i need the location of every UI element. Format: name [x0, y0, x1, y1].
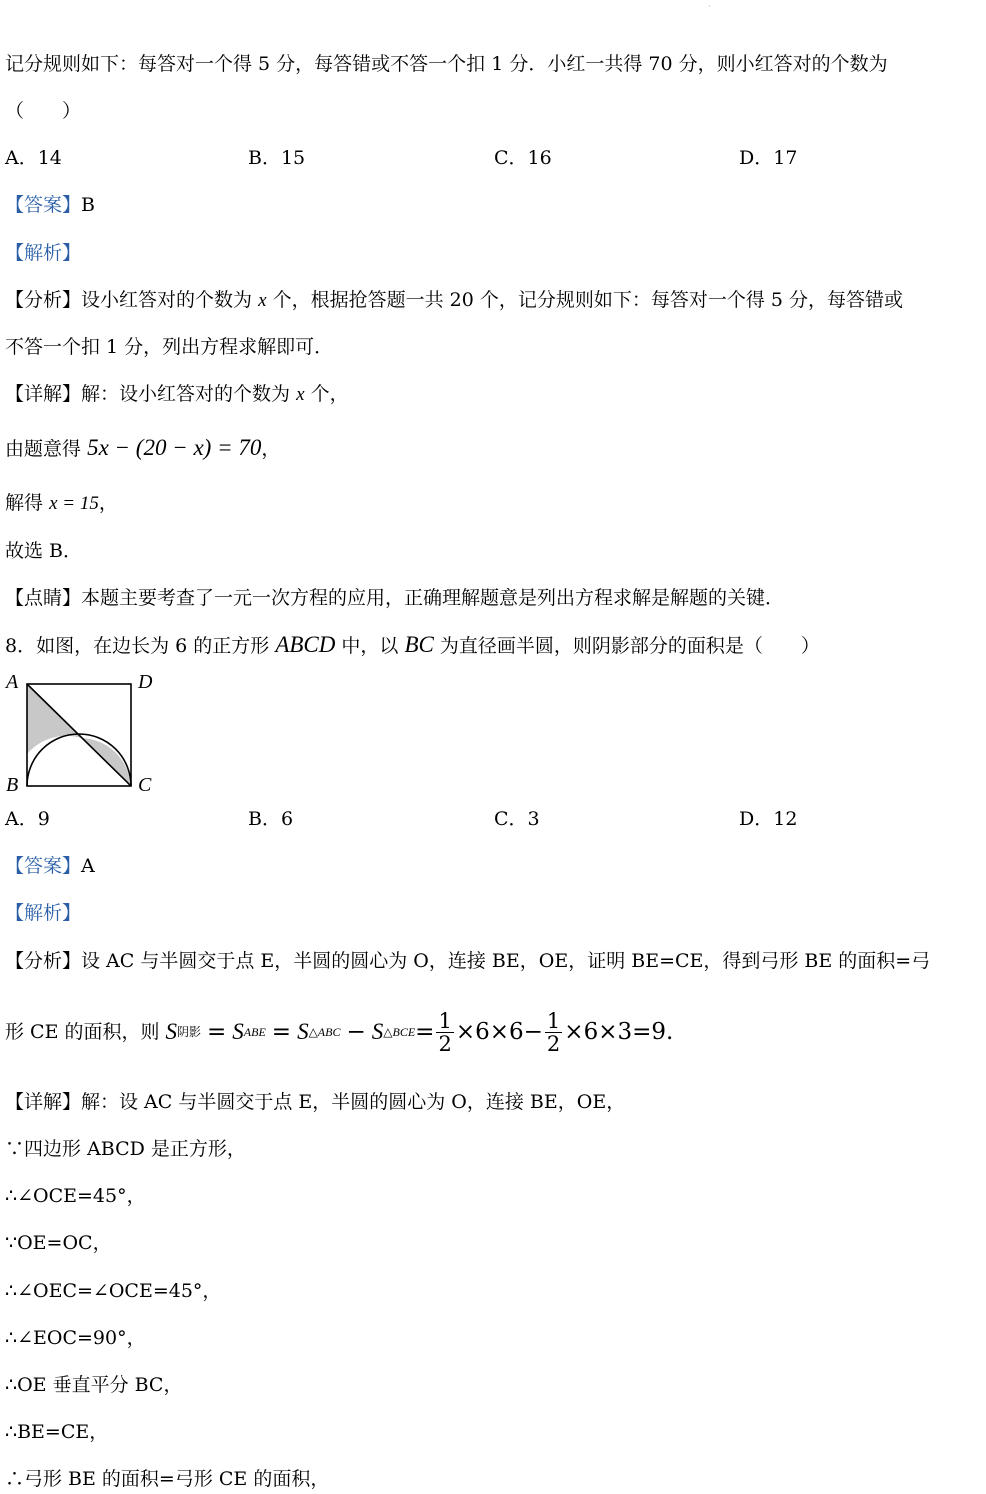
mid1: ×6×6− — [455, 1019, 543, 1045]
q8-option-a: A．9 — [5, 808, 50, 830]
answer-tag: 【答案】 — [5, 194, 82, 216]
s-abc: S — [297, 1019, 309, 1044]
shaded-region-top — [27, 684, 81, 754]
frac-num: 1 — [546, 1008, 561, 1033]
eq-end: ， — [261, 438, 281, 460]
formula-end: . — [666, 1019, 674, 1045]
fenxi-text: 设 AC 与半圆交于点 E，半圆的圆心为 O，连接 BE，OE，证明 BE=CE，得到弓形 BE 的面积=弓 — [81, 950, 931, 972]
q8-detail-line — [5, 1090, 625, 1114]
answer-tag: 【答案】 — [5, 855, 82, 877]
eq2: = — [271, 1019, 292, 1045]
q7-option-a: A．14 — [5, 147, 62, 169]
label-b: B — [6, 774, 19, 796]
q8-stem — [5, 633, 820, 658]
label-c: C — [138, 774, 152, 796]
q7-option-b: B．15 — [248, 147, 306, 169]
solution: x = 15 — [49, 493, 99, 514]
s-bce: S — [371, 1019, 384, 1044]
q7-choose-line: 故选 B． — [5, 540, 83, 562]
q8-figure — [0, 668, 170, 798]
frac-den: 2 — [438, 1031, 452, 1056]
s-abe: S — [232, 1019, 244, 1044]
fraction-half-2 — [545, 1010, 562, 1055]
detail-text: 解：设 AC 与半圆交于点 E，半圆的圆心为 O，连接 BE，OE， — [81, 1091, 626, 1113]
q7-option-c: C．16 — [494, 147, 552, 169]
q8-stem-text: 8．如图，在边长为 6 的正方形 — [5, 635, 270, 657]
q8-analysis-tag: 【解析】 — [5, 902, 82, 924]
q8-step-3: ∵OE=OC， — [5, 1232, 112, 1254]
fenxi-text-2: 形 CE 的面积，则 — [5, 1021, 160, 1043]
answer-value: A — [81, 855, 95, 877]
fenxi-text-2: 个，根据抢答题一共 20 个，记分规则如下：每答对一个得 5 分，每答错或 — [272, 289, 903, 311]
detail-tag: 【详解】 — [5, 1091, 82, 1113]
q7-detail-line — [5, 382, 349, 407]
s-shade: S — [165, 1019, 177, 1044]
q8-step-4: ∴∠OEC=∠OCE=45°， — [5, 1280, 222, 1302]
page-dot: · — [708, 2, 711, 11]
eq3: = — [415, 1019, 435, 1045]
q8-square-name: ABCD — [275, 632, 336, 657]
q8-step-6: ∴OE 垂直平分 BC， — [5, 1374, 183, 1396]
q8-step-5: ∴∠EOC=90°， — [5, 1327, 146, 1349]
sub-shade: 阴影 — [177, 1025, 202, 1039]
q8-answer — [5, 854, 95, 878]
q8-step-1: ∵四边形 ABCD 是正方形， — [5, 1138, 246, 1160]
mid2: ×6×3=9 — [564, 1019, 667, 1045]
q7-stem-line2: （ ） — [5, 100, 82, 122]
q7-stem-line1: 记分规则如下：每答对一个得 5 分，每答错或不答一个扣 1 分．小红一共得 70 分，则小红答对的个数为 — [5, 53, 888, 75]
fenxi-text: 设小红答对的个数为 — [81, 289, 253, 311]
q7-option-d: D．17 — [739, 147, 798, 169]
sub-bce: △BCE — [383, 1025, 416, 1039]
detail-text: 解：设小红答对的个数为 — [81, 383, 291, 405]
var-x: x — [296, 384, 305, 405]
q8-fenxi-line1 — [5, 949, 930, 973]
frac-num: 1 — [438, 1008, 452, 1033]
sub-abc: △ABC — [308, 1025, 341, 1039]
fenxi-tag: 【分析】 — [5, 289, 82, 311]
detail-text-2: 个， — [310, 383, 349, 405]
fenxi-tag: 【分析】 — [5, 950, 82, 972]
q8-option-d: D．12 — [739, 808, 798, 830]
q7-dianjing-line — [5, 586, 784, 610]
answer-value: B — [81, 194, 95, 216]
detail-tag: 【详解】 — [5, 383, 82, 405]
label-d: D — [138, 671, 153, 693]
q7-solve-line — [5, 491, 118, 516]
dianjing-text: 本题主要考查了一元一次方程的应用，正确理解题意是列出方程求解是解题的关键． — [81, 587, 785, 609]
label-a: A — [6, 671, 19, 693]
q7-analysis-tag: 【解析】 — [5, 242, 82, 264]
frac-den: 2 — [546, 1031, 561, 1056]
solve-end: ， — [98, 492, 118, 514]
q8-stem-text-2: 中，以 — [341, 635, 399, 657]
solve-intro: 解得 — [5, 492, 44, 514]
eq-intro: 由题意得 — [5, 438, 82, 460]
equation: 5x − (20 − x) = 70 — [87, 435, 262, 460]
eq1: = — [207, 1019, 227, 1045]
q7-fenxi-line2: 不答一个扣 1 分，列出方程求解即可． — [5, 336, 334, 358]
q8-option-b: B．6 — [248, 808, 294, 830]
sub-abe: ABE — [243, 1025, 266, 1039]
fraction-half-1 — [436, 1010, 453, 1055]
q7-equation-line — [5, 436, 280, 461]
q7-fenxi-line1 — [5, 288, 903, 313]
q8-stem-text-3: 为直径画半圆，则阴影部分的面积是（ ） — [439, 635, 820, 657]
minus: − — [346, 1019, 366, 1045]
q8-diameter: BC — [404, 632, 434, 657]
q8-fenxi-line2 — [5, 1005, 673, 1059]
var-x: x — [258, 290, 267, 311]
q8-step-8: ∴弓形 BE 的面积=弓形 CE 的面积， — [5, 1468, 330, 1490]
q8-step-2: ∴∠OCE=45°， — [5, 1185, 146, 1207]
q8-option-c: C．3 — [494, 808, 540, 830]
dianjing-tag: 【点睛】 — [5, 587, 82, 609]
q7-answer — [5, 193, 95, 217]
q8-step-7: ∴BE=CE， — [5, 1421, 109, 1443]
